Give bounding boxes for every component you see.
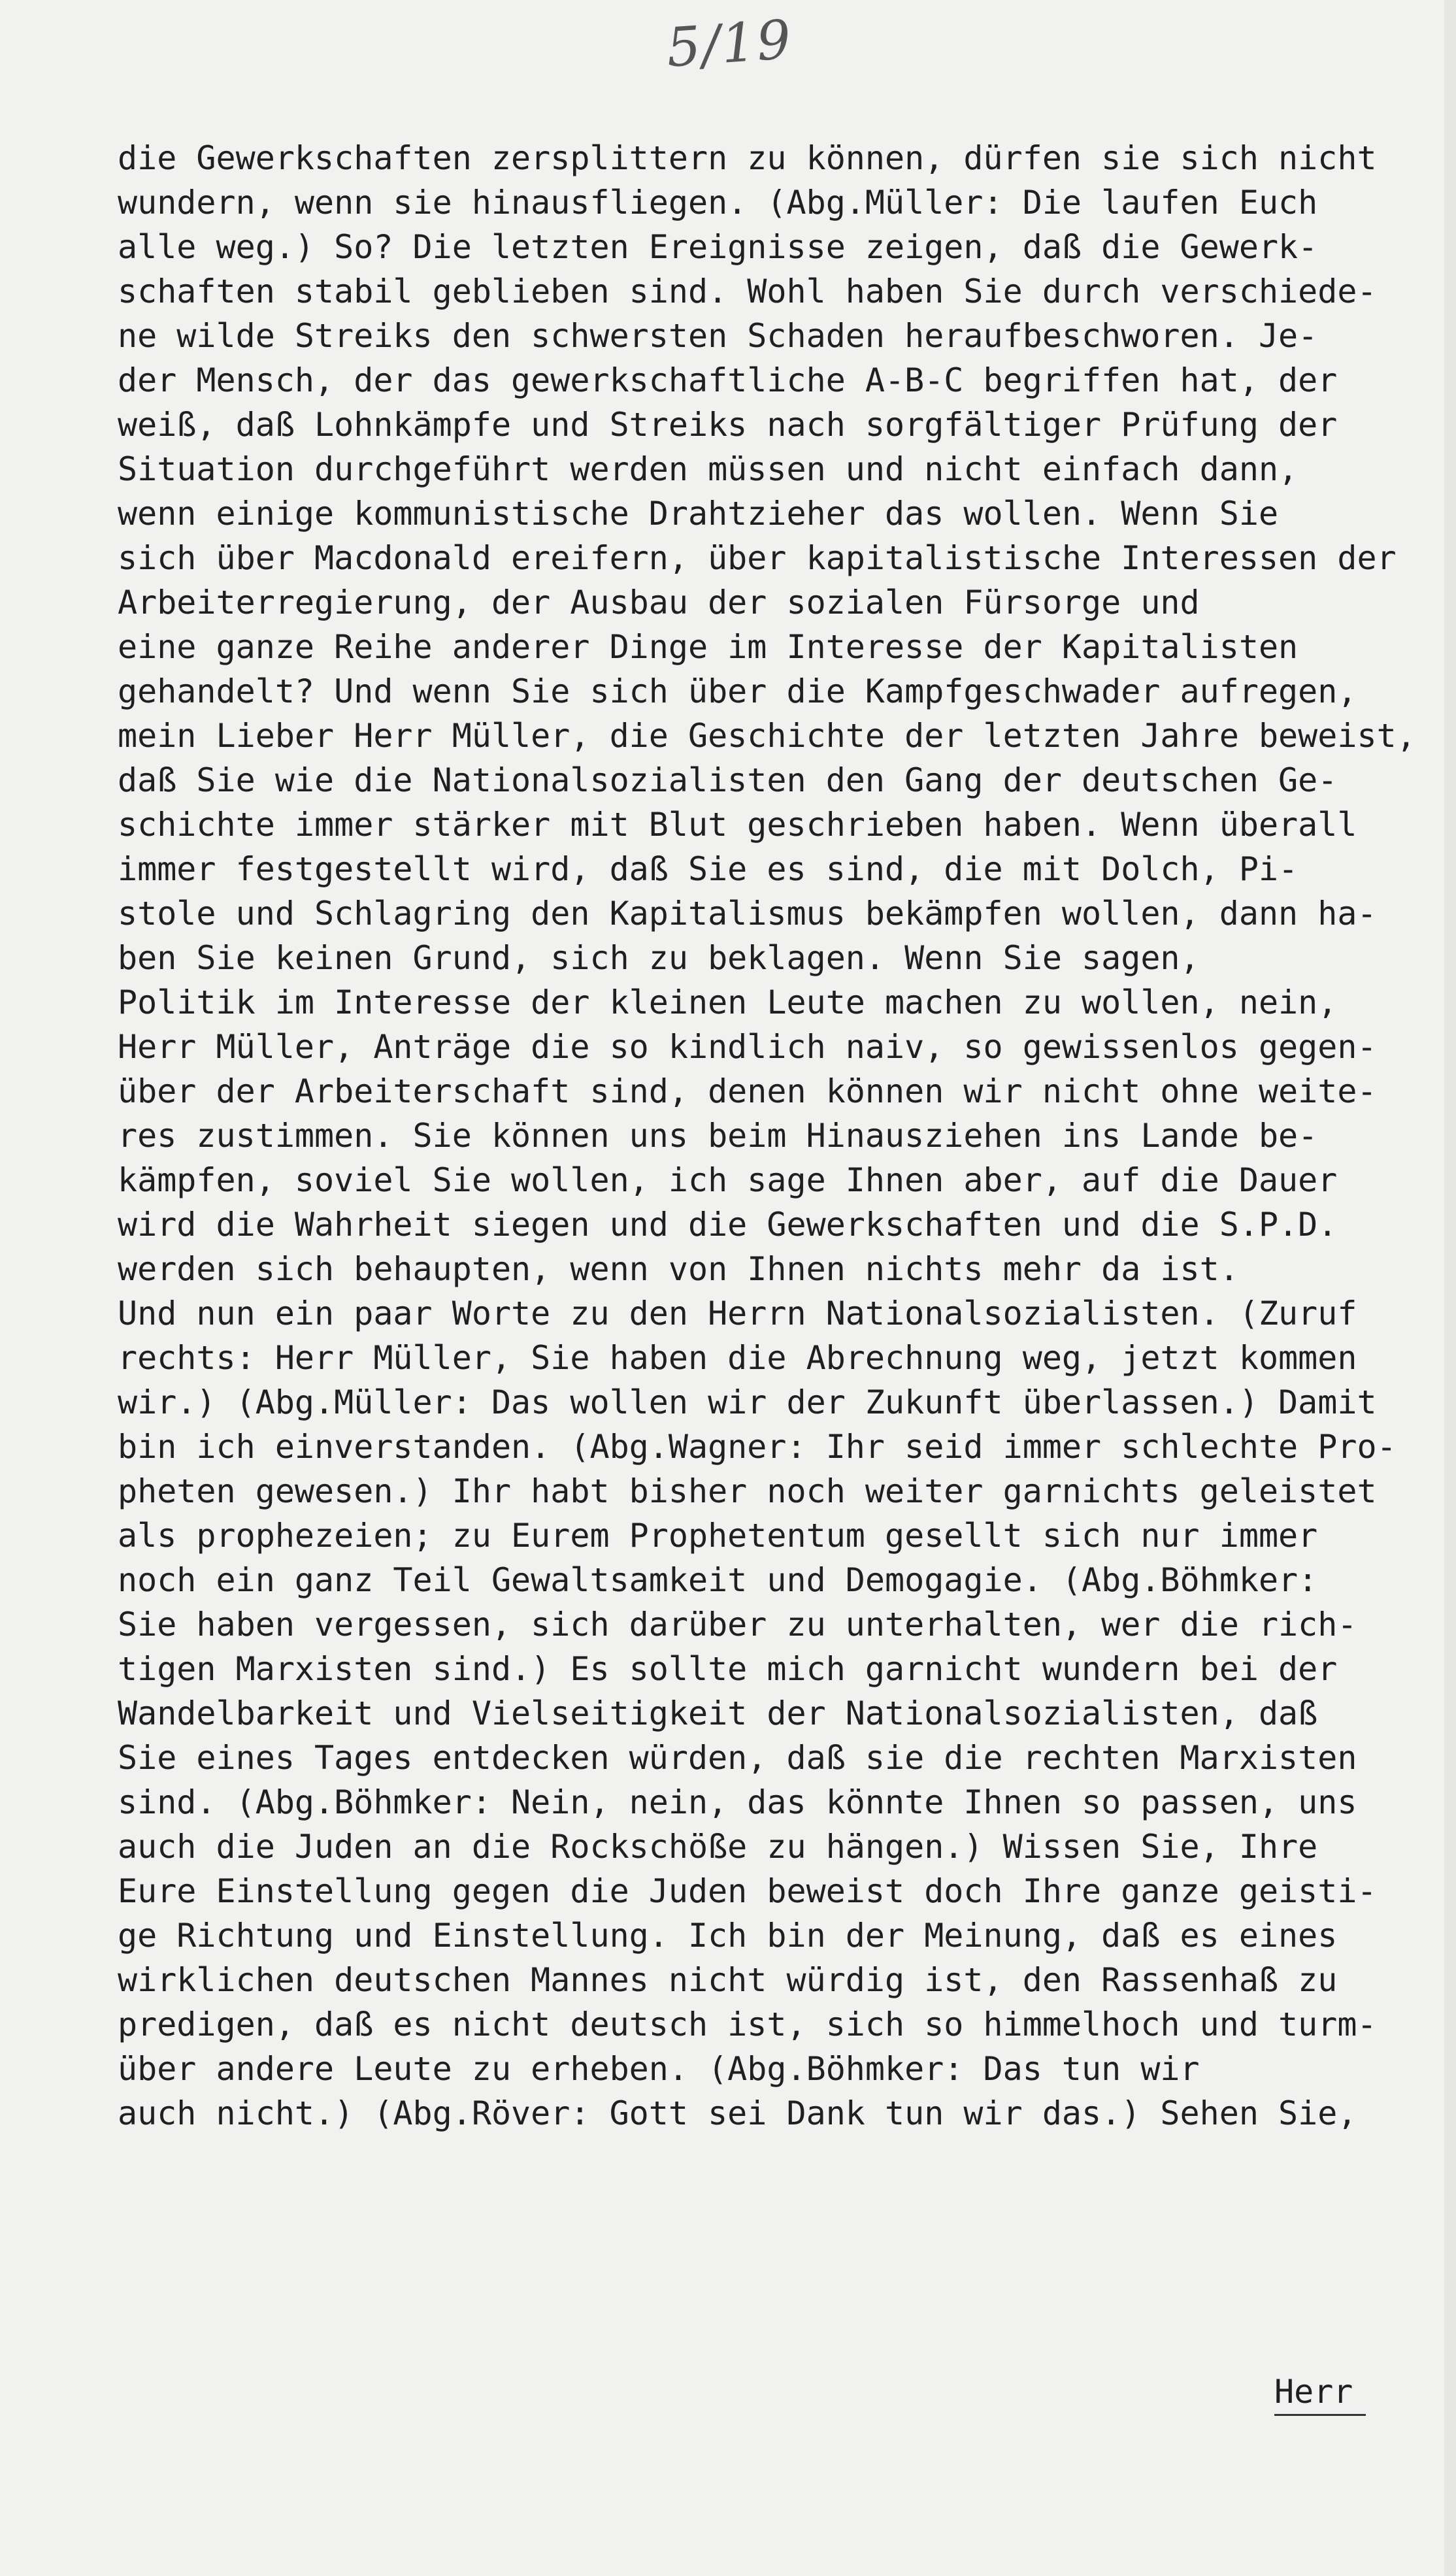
text-line: wirklichen deutschen Mannes nicht würdig ist, den Rassenhaß zu — [118, 1961, 1338, 1999]
text-line: Eure Einstellung gegen die Juden beweist doch Ihre ganze geisti- — [118, 1872, 1377, 1910]
text-line: eine ganze Reihe anderer Dinge im Interesse der Kapitalisten — [118, 628, 1299, 666]
text-line: Und nun ein paar Worte zu den Herrn Nationalsozialisten. (Zuruf — [118, 1295, 1357, 1332]
text-line: stole und Schlagring den Kapitalismus bekämpfen wollen, dann ha- — [118, 895, 1377, 933]
text-line: sich über Macdonald ereifern, über kapitalistische Interessen der — [118, 539, 1397, 577]
text-line: tigen Marxisten sind.) Es sollte mich garnicht wundern bei der — [118, 1650, 1338, 1688]
text-line: Politik im Interesse der kleinen Leute machen zu wollen, nein, — [118, 983, 1338, 1021]
text-line: weiß, daß Lohnkämpfe und Streiks nach sorgfältiger Prüfung der — [118, 406, 1338, 444]
text-line: die Gewerkschaften zersplittern zu können, dürfen sie sich nicht — [118, 139, 1377, 177]
text-line: Herr Müller, Anträge die so kindlich naiv, so gewissenlos gegen- — [118, 1028, 1377, 1066]
text-line: Sie haben vergessen, sich darüber zu unterhalten, wer die rich- — [118, 1606, 1357, 1643]
text-line: daß Sie wie die Nationalsozialisten den Gang der deutschen Ge- — [118, 761, 1338, 799]
text-line: wundern, wenn sie hinausfliegen. (Abg.Müller: Die laufen Euch — [118, 184, 1318, 222]
text-line: immer festgestellt wird, daß Sie es sind, die mit Dolch, Pi- — [118, 850, 1299, 888]
page-edge — [1444, 0, 1456, 2576]
text-line: über andere Leute zu erheben. (Abg.Böhmker: Das tun wir — [118, 2050, 1200, 2088]
text-line: schichte immer stärker mit Blut geschrieben haben. Wenn überall — [118, 806, 1357, 844]
text-line: Arbeiterregierung, der Ausbau der sozialen Fürsorge und — [118, 584, 1200, 621]
text-line: auch die Juden an die Rockschöße zu hängen.) Wissen Sie, Ihre — [118, 1828, 1318, 1866]
text-line: werden sich behaupten, wenn von Ihnen nichts mehr da ist. — [118, 1250, 1239, 1288]
text-line: noch ein ganz Teil Gewaltsamkeit und Demogagie. (Abg.Böhmker: — [118, 1561, 1318, 1599]
text-line: bin ich einverstanden. (Abg.Wagner: Ihr seid immer schlechte Pro- — [118, 1428, 1397, 1466]
text-line: res zustimmen. Sie können uns beim Hinausziehen ins Lande be- — [118, 1117, 1318, 1155]
text-line: schaften stabil geblieben sind. Wohl haben Sie durch verschiede- — [118, 272, 1377, 310]
text-line: Wandelbarkeit und Vielseitigkeit der Nationalsozialisten, daß — [118, 1694, 1318, 1732]
text-line: wird die Wahrheit siegen und die Gewerkschaften und die S.P.D. — [118, 1206, 1338, 1244]
text-line: Sie eines Tages entdecken würden, daß sie die rechten Marxisten — [118, 1739, 1357, 1777]
text-line: alle weg.) So? Die letzten Ereignisse zeigen, daß die Gewerk- — [118, 228, 1318, 266]
text-line: ben Sie keinen Grund, sich zu beklagen. Wenn Sie sagen, — [118, 939, 1200, 977]
text-line: ge Richtung und Einstellung. Ich bin der Meinung, daß es eines — [118, 1917, 1338, 1955]
text-line: auch nicht.) (Abg.Röver: Gott sei Dank tun wir das.) Sehen Sie, — [118, 2094, 1357, 2132]
text-line: sind. (Abg.Böhmker: Nein, nein, das könnte Ihnen so passen, uns — [118, 1783, 1357, 1821]
text-line: über der Arbeiterschaft sind, denen können wir nicht ohne weite- — [118, 1072, 1377, 1110]
text-line: gehandelt? Und wenn Sie sich über die Kampfgeschwader aufregen, — [118, 672, 1357, 710]
text-line: pheten gewesen.) Ihr habt bisher noch weiter garnichts geleistet — [118, 1472, 1377, 1510]
text-line: der Mensch, der das gewerkschaftliche A-B-C begriffen hat, der — [118, 361, 1338, 399]
text-line: wenn einige kommunistische Drahtzieher das wollen. Wenn Sie — [118, 495, 1279, 533]
text-line: ne wilde Streiks den schwersten Schaden heraufbeschworen. Je- — [118, 317, 1318, 355]
text-line: rechts: Herr Müller, Sie haben die Abrechnung weg, jetzt kommen — [118, 1339, 1357, 1377]
text-line: kämpfen, soviel Sie wollen, ich sage Ihnen aber, auf die Dauer — [118, 1161, 1338, 1199]
text-line: mein Lieber Herr Müller, die Geschichte der letzten Jahre beweist, — [118, 717, 1416, 755]
text-line: wir.) (Abg.Müller: Das wollen wir der Zukunft überlassen.) Damit — [118, 1383, 1377, 1421]
catchword: Herr — [1274, 2370, 1366, 2416]
text-line: predigen, daß es nicht deutsch ist, sich so himmelhoch und turm- — [118, 2006, 1377, 2043]
text-line: Situation durchgeführt werden müssen und nicht einfach dann, — [118, 450, 1299, 488]
page-number: 5/19 — [664, 8, 795, 80]
text-line: als prophezeien; zu Eurem Prophetentum gesellt sich nur immer — [118, 1517, 1318, 1555]
typed-text-body — [118, 136, 1431, 2136]
